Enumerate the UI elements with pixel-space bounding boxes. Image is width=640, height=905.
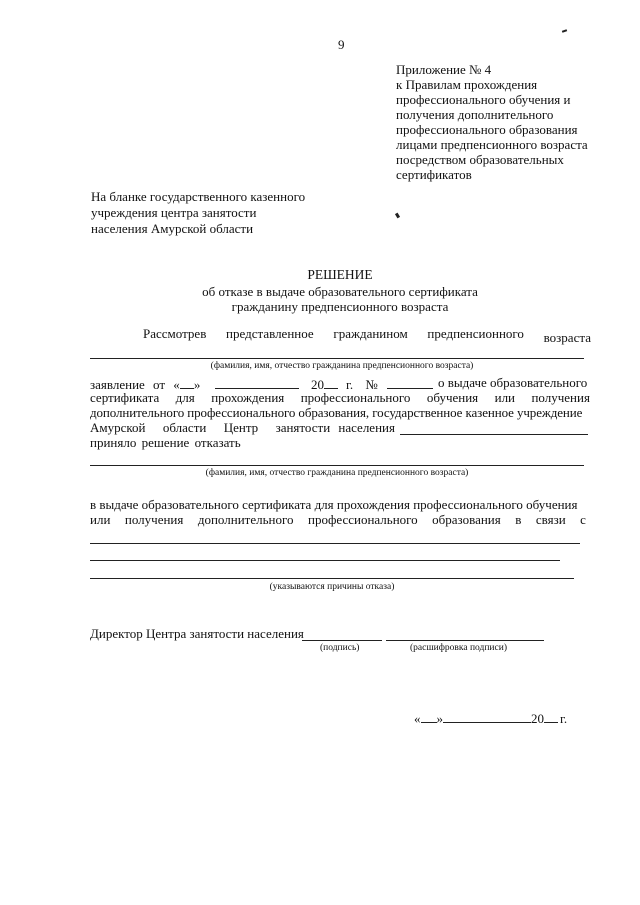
caption-reasons: (указываются причины отказа) <box>269 582 395 592</box>
appendix-block <box>396 63 588 183</box>
reason-field[interactable] <box>90 560 560 561</box>
body-word: гражданином <box>333 326 408 341</box>
date-year-field[interactable] <box>544 710 558 723</box>
body-word: образования <box>432 512 501 527</box>
scan-mark <box>395 213 400 219</box>
body-word: Амурской <box>90 420 146 435</box>
body-word: профессионального <box>300 390 411 405</box>
body-word: получения <box>531 390 590 405</box>
body-text: заявление от « <box>90 377 180 392</box>
letterhead-line: На бланке государственного казенного <box>91 189 306 204</box>
appendix-line: профессионального образования <box>396 122 578 137</box>
appendix-line: посредством образовательных <box>396 152 564 167</box>
document-subtitle-1: об отказе в выдаче образовательного сертификата <box>202 284 478 299</box>
body-line-6: приняло решение отказать <box>90 435 241 450</box>
day-field[interactable] <box>180 376 194 389</box>
body-word: получения <box>124 512 184 527</box>
letterhead-line: учреждения центра занятости <box>91 205 257 220</box>
body-word: предпенсионного <box>427 326 524 341</box>
body-word: занятости населения <box>275 420 395 435</box>
body-word: профессионального <box>307 512 418 527</box>
body-word: представленное <box>226 326 314 341</box>
caption-signature-decode: (расшифровка подписи) <box>410 643 507 653</box>
body-word: возраста <box>543 330 591 345</box>
body-word: дополнительного <box>197 512 294 527</box>
number-field[interactable] <box>387 376 433 389</box>
fio-field-2[interactable] <box>90 465 584 466</box>
body-word: для <box>175 390 195 405</box>
appendix-line: лицами предпенсионного возраста <box>396 137 588 152</box>
scan-mark <box>562 29 567 33</box>
body-word: Рассмотрев <box>143 326 207 341</box>
body-word: Центр <box>223 420 259 435</box>
appendix-line: Приложение № 4 <box>396 62 492 77</box>
caption-fio-2: (фамилия, имя, отчество гражданина предпенсионного возраста) <box>205 468 469 478</box>
body-word: области <box>162 420 207 435</box>
body-line-2-end: о выдаче образовательного <box>438 375 588 390</box>
document-title: РЕШЕНИЕ <box>307 267 373 282</box>
date-text: 20 <box>531 711 544 726</box>
body-word: связи <box>535 512 566 527</box>
body-line-5 <box>90 421 395 435</box>
fio-field-1[interactable] <box>90 358 584 359</box>
body-word: или <box>494 390 516 405</box>
body-text: » <box>193 377 201 392</box>
body-text: г. № <box>346 377 378 392</box>
appendix-line: сертификатов <box>396 167 472 182</box>
body-line-1 <box>143 327 591 345</box>
appendix-line: получения дополнительного <box>396 107 554 122</box>
body-word: в <box>515 512 522 527</box>
year-field[interactable] <box>324 376 338 389</box>
letterhead-line: населения Амурской области <box>91 221 254 236</box>
date-text: г. <box>560 711 568 726</box>
page-number: 9 <box>338 37 345 52</box>
center-name-field[interactable] <box>400 434 588 435</box>
letterhead-note <box>91 190 305 238</box>
body-line-7: в выдаче образовательного сертификата для прохождения профессионального обучения <box>90 497 578 512</box>
reason-field[interactable] <box>90 578 574 579</box>
date-day-field[interactable] <box>421 710 437 723</box>
body-word: или <box>90 512 111 527</box>
body-word: сертификата <box>90 390 160 405</box>
appendix-line: к Правилам прохождения <box>396 77 538 92</box>
document-subtitle-2: гражданину предпенсионного возраста <box>231 299 449 314</box>
appendix-line: профессионального обучения и <box>396 92 571 107</box>
signature-decode-field[interactable] <box>386 640 544 641</box>
date-month-field[interactable] <box>443 710 531 723</box>
signature-label: Директор Центра занятости населения <box>90 626 304 641</box>
date-line <box>414 710 567 726</box>
date-text: « <box>414 711 421 726</box>
body-text: дополнительного профессионального образования, государственное казенное учреждение <box>90 405 583 420</box>
body-word: прохождения <box>211 390 285 405</box>
body-word: обучения <box>426 390 479 405</box>
date-text: » <box>436 711 443 726</box>
body-word: с <box>580 512 586 527</box>
body-line-3 <box>90 391 590 405</box>
body-line-8 <box>90 513 586 527</box>
body-text: 20 <box>311 377 324 392</box>
caption-fio-1: (фамилия, имя, отчество гражданина предпенсионного возраста) <box>210 361 474 371</box>
reason-field[interactable] <box>90 543 580 544</box>
month-field[interactable] <box>215 376 299 389</box>
caption-signature: (подпись) <box>320 643 360 653</box>
signature-field[interactable] <box>302 640 382 641</box>
body-line-4 <box>90 406 590 420</box>
